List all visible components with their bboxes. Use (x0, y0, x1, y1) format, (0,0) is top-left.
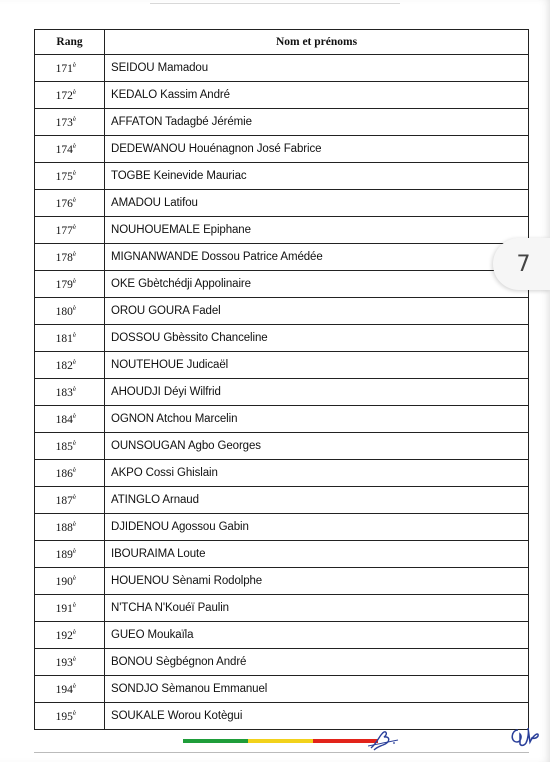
name-cell: AMADOU Latifou (105, 190, 529, 217)
rank-ordinal-suffix: è (72, 709, 76, 717)
rank-number: 181 (55, 333, 73, 345)
name-cell: NOUHOUEMALE Epiphane (105, 217, 529, 244)
name-cell: SEIDOU Mamadou (105, 55, 529, 82)
rank-ordinal-suffix: è (72, 412, 76, 420)
rank-ordinal-suffix: è (72, 439, 76, 447)
rank-cell (35, 325, 105, 352)
table-row (35, 595, 529, 622)
name-cell: NOUTEHOUE Judicaël (105, 352, 529, 379)
rank-number: 176 (55, 198, 73, 210)
table-row (35, 433, 529, 460)
flag-stripe-green (183, 739, 248, 743)
rank-number: 173 (55, 117, 73, 129)
name-cell: KEDALO Kassim André (105, 82, 529, 109)
name-cell: ATINGLO Arnaud (105, 487, 529, 514)
rank-number: 185 (55, 441, 73, 453)
name-cell: SONDJO Sèmanou Emmanuel (105, 676, 529, 703)
rank-number: 172 (55, 90, 73, 102)
rank-ordinal-suffix: è (72, 520, 76, 528)
name-cell: OGNON Atchou Marcelin (105, 406, 529, 433)
rank-ordinal-suffix: è (72, 196, 76, 204)
rank-cell (35, 163, 105, 190)
rank-cell (35, 298, 105, 325)
table-row (35, 298, 529, 325)
rank-number: 183 (55, 387, 73, 399)
rank-number: 192 (55, 630, 73, 642)
name-cell: DOSSOU Gbèssito Chanceline (105, 325, 529, 352)
rank-ordinal-suffix: è (72, 115, 76, 123)
table-row (35, 217, 529, 244)
name-cell: MIGNANWANDE Dossou Patrice Amédée (105, 244, 529, 271)
rank-ordinal-suffix: è (72, 682, 76, 690)
rank-number: 174 (55, 144, 73, 156)
table-row (35, 136, 529, 163)
name-cell: BONOU Sègbégnon André (105, 649, 529, 676)
rank-number: 171 (55, 63, 73, 75)
table-row (35, 244, 529, 271)
page-number: 7 (516, 251, 531, 277)
header-rank: Rang (35, 30, 105, 55)
table-row (35, 352, 529, 379)
rank-ordinal-suffix: è (72, 628, 76, 636)
table-row (35, 460, 529, 487)
rank-number: 193 (55, 657, 73, 669)
table-row (35, 568, 529, 595)
table-row (35, 541, 529, 568)
rank-number: 187 (55, 495, 73, 507)
rank-number: 189 (55, 549, 73, 561)
handwritten-signature-initials (508, 724, 542, 750)
rank-number: 175 (55, 171, 73, 183)
rank-number: 179 (55, 279, 73, 291)
rank-ordinal-suffix: è (72, 169, 76, 177)
rank-number: 177 (55, 225, 73, 237)
rank-number: 194 (55, 684, 73, 696)
ranking-table (34, 29, 529, 730)
name-cell: N'TCHA N'Kouéї Paulin (105, 595, 529, 622)
rank-ordinal-suffix: è (72, 304, 76, 312)
rank-ordinal-suffix: è (72, 466, 76, 474)
table-row (35, 649, 529, 676)
rank-cell (35, 244, 105, 271)
rank-ordinal-suffix: è (72, 358, 76, 366)
name-cell: IBOURAIMA Loute (105, 541, 529, 568)
footer-rule (34, 752, 529, 753)
name-cell: OROU GOURA Fadel (105, 298, 529, 325)
table-row (35, 271, 529, 298)
name-cell: AHOUDJI Déyi Wilfrid (105, 379, 529, 406)
rank-ordinal-suffix: è (72, 277, 76, 285)
rank-cell (35, 136, 105, 163)
name-cell: DEDEWANOU Houénagnon José Fabrice (105, 136, 529, 163)
rank-cell (35, 649, 105, 676)
name-cell: AFFATON Tadagbé Jérémie (105, 109, 529, 136)
rank-cell (35, 352, 105, 379)
rank-ordinal-suffix: è (72, 385, 76, 393)
name-cell: OKE Gbètchédji Appolinaire (105, 271, 529, 298)
rank-ordinal-suffix: è (72, 655, 76, 663)
rank-number: 195 (55, 711, 73, 723)
rank-ordinal-suffix: è (72, 331, 76, 339)
rank-cell (35, 595, 105, 622)
rank-ordinal-suffix: è (72, 88, 76, 96)
rank-cell (35, 460, 105, 487)
rank-ordinal-suffix: è (72, 61, 76, 69)
rank-ordinal-suffix: è (72, 250, 76, 258)
table-row (35, 82, 529, 109)
rank-cell (35, 55, 105, 82)
table-row (35, 190, 529, 217)
page-number-tab[interactable] (493, 238, 550, 290)
rank-cell (35, 514, 105, 541)
table-row (35, 703, 529, 730)
rank-cell (35, 109, 105, 136)
rank-number: 191 (55, 603, 73, 615)
rank-cell (35, 217, 105, 244)
rank-cell (35, 433, 105, 460)
rank-ordinal-suffix: è (72, 493, 76, 501)
rank-cell (35, 622, 105, 649)
header-name: Nom et prénoms (105, 30, 529, 55)
table-header-row (35, 30, 529, 55)
rank-cell (35, 271, 105, 298)
name-cell: GUEO Moukaïla (105, 622, 529, 649)
name-cell: HOUENOU Sènami Rodolphe (105, 568, 529, 595)
rank-number: 190 (55, 576, 73, 588)
name-cell: SOUKALE Worou Kotègui (105, 703, 529, 730)
rank-cell (35, 82, 105, 109)
rank-ordinal-suffix: è (72, 142, 76, 150)
scan-top-edge (150, 3, 400, 4)
table-row (35, 325, 529, 352)
table-row (35, 55, 529, 82)
rank-ordinal-suffix: è (72, 601, 76, 609)
table-row (35, 163, 529, 190)
rank-cell (35, 379, 105, 406)
rank-cell (35, 487, 105, 514)
table-row (35, 379, 529, 406)
flag-stripe-yellow (248, 739, 313, 743)
name-cell: AKPO Cossi Ghislain (105, 460, 529, 487)
rank-cell (35, 703, 105, 730)
table-row (35, 406, 529, 433)
rank-number: 178 (55, 252, 73, 264)
rank-cell (35, 568, 105, 595)
table-row (35, 487, 529, 514)
table-row (35, 622, 529, 649)
table-row (35, 676, 529, 703)
rank-number: 184 (55, 414, 73, 426)
rank-ordinal-suffix: è (72, 547, 76, 555)
rank-cell (35, 541, 105, 568)
handwritten-initial-signature (368, 728, 408, 752)
name-cell: DJIDENOU Agossou Gabin (105, 514, 529, 541)
name-cell: TOGBE Keinevide Mauriac (105, 163, 529, 190)
rank-number: 182 (55, 360, 73, 372)
table-body (35, 55, 529, 730)
table-row (35, 109, 529, 136)
table-row (35, 514, 529, 541)
rank-number: 188 (55, 522, 73, 534)
rank-cell (35, 190, 105, 217)
rank-cell (35, 406, 105, 433)
rank-number: 186 (55, 468, 73, 480)
rank-ordinal-suffix: è (72, 223, 76, 231)
rank-number: 180 (55, 306, 73, 318)
name-cell: OUNSOUGAN Agbo Georges (105, 433, 529, 460)
rank-cell (35, 676, 105, 703)
national-colors-bar (183, 739, 378, 743)
rank-ordinal-suffix: è (72, 574, 76, 582)
